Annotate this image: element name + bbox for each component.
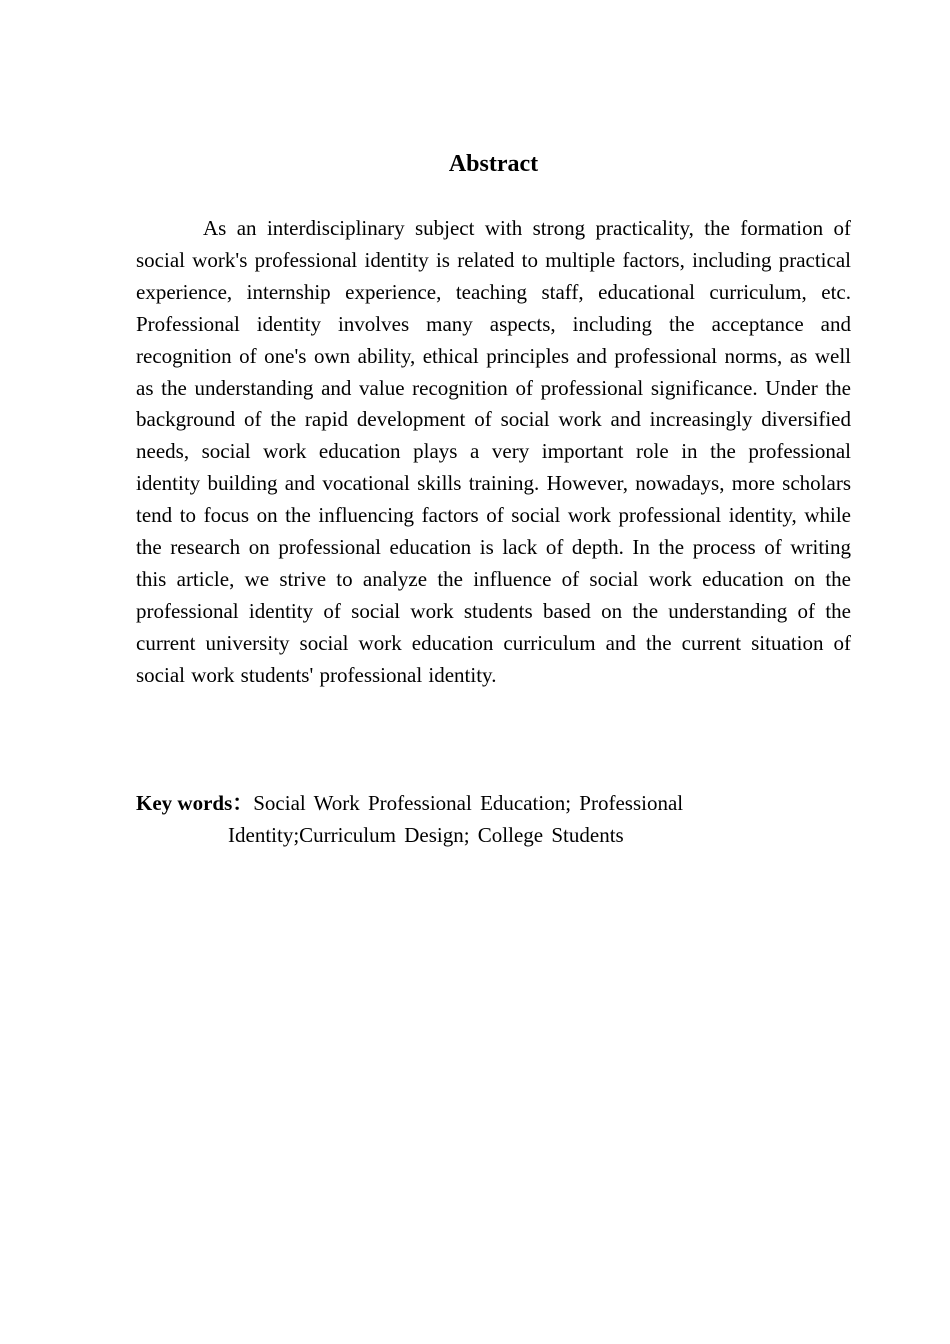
abstract-paragraph: As an interdisciplinary subject with strong practicality, the formation of social work's professional identity is related to multiple factors, including practical experience, internship experience, teaching staff, educational curriculum, etc. Professional identity involves many aspects, including the acceptance and recognition of one's own ability, ethical principles and professional norms, as well as the understanding and value recognition of professional significance. Under the background of the rapid development of social work and increasingly diversified needs, social work education plays a very important role in the professional identity building and vocational skills training. However, nowadays, more scholars tend to focus on the influencing factors of social work professional identity, while the research on professional education is lack of depth. In the process of writing this article, we strive to analyze the influence of social work education on the professional identity of social work students based on the understanding of the current university social work education curriculum and the current situation of social work students' professional identity.: [136, 216, 851, 687]
keywords-line: [136, 788, 828, 851]
keywords-text: Social Work Professional Education; Professional Identity;Curriculum Design; College Students: [228, 791, 684, 847]
abstract-title: Abstract: [448, 151, 539, 177]
keywords-label: Key words：: [136, 791, 254, 815]
